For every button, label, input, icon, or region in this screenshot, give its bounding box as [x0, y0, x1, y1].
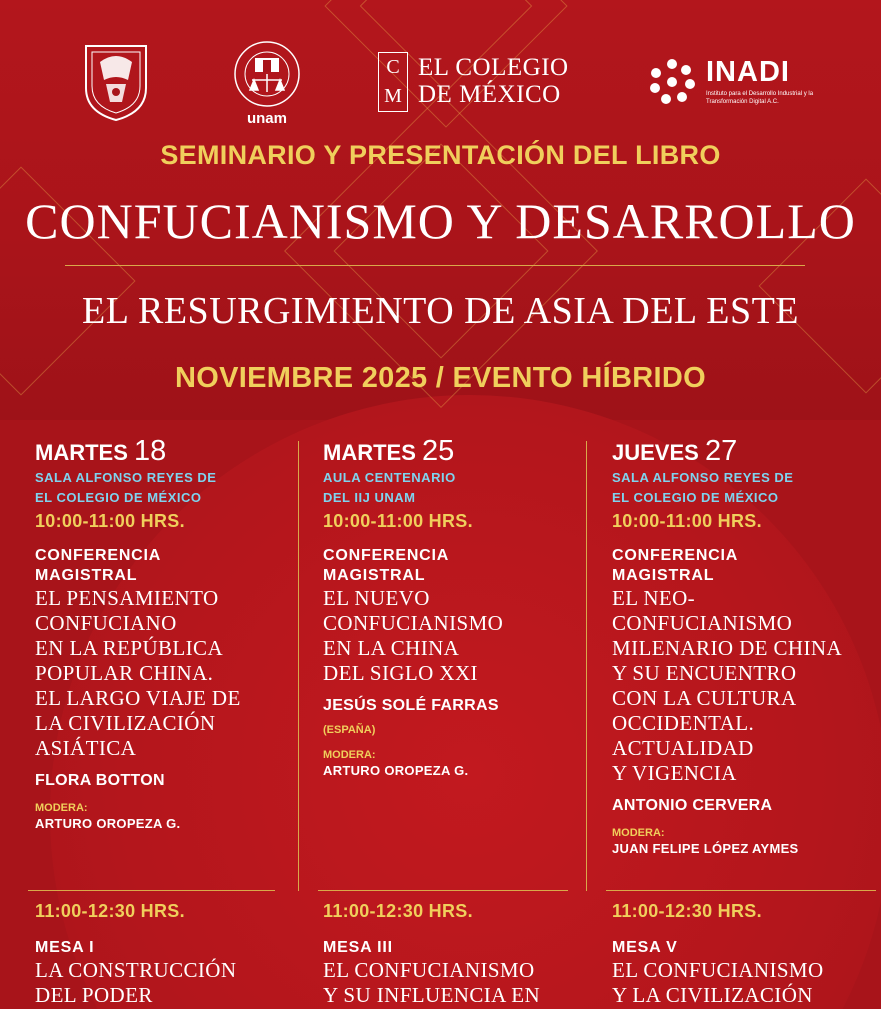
session-time: 10:00-11:00 HRS.: [35, 511, 185, 531]
session-type: CONFERENCIA MAGISTRAL: [35, 547, 162, 584]
session-time: 11:00-12:30 HRS.: [612, 901, 762, 921]
venue: SALA ALFONSO REYES DE EL COLEGIO DE MÉXICO: [35, 470, 217, 505]
event-date: NOVIEMBRE 2025 / EVENTO HÍBRIDO: [175, 362, 706, 394]
svg-text:unam: unam: [246, 110, 288, 125]
day-heading: MARTES 25: [323, 435, 455, 467]
session-time: 10:00-11:00 HRS.: [323, 511, 473, 531]
colmex-logo: C M EL COLEGIO DE MÉXICO: [378, 52, 578, 112]
day-column-2-session-2: [323, 898, 583, 1008]
moderator-label: MODERA:: [612, 827, 665, 839]
mesa-label: MESA III: [323, 939, 393, 956]
book-title: CONFUCIANISMO Y DESARROLLO: [25, 193, 856, 249]
moderator: ARTURO OROPEZA G.: [35, 816, 181, 831]
section-divider: [28, 890, 275, 891]
speaker-country: (ESPAÑA): [323, 724, 376, 736]
talk-title: EL NEO- CONFUCIANISMO MILENARIO DE CHINA Y SU ENCUENTRO CON LA CULTURA OCCIDENTAL. ACTUALIDAD Y VIGENCIA: [612, 586, 843, 785]
venue: SALA ALFONSO REYES DE EL COLEGIO DE MÉXICO: [612, 470, 794, 505]
session-time: 11:00-12:30 HRS.: [35, 901, 185, 921]
event-kicker: SEMINARIO Y PRESENTACIÓN DEL LIBRO: [160, 140, 721, 170]
mesa-label: MESA I: [35, 939, 95, 956]
book-subtitle: EL RESURGIMIENTO DE ASIA DEL ESTE: [81, 290, 799, 332]
column-divider: [298, 441, 299, 891]
session-time: 10:00-11:00 HRS.: [612, 511, 762, 531]
session-time: 11:00-12:30 HRS.: [323, 901, 473, 921]
unam-seal-logo: [80, 40, 152, 122]
speaker: ANTONIO CERVERA: [612, 797, 773, 814]
session-type: CONFERENCIA MAGISTRAL: [612, 547, 739, 584]
session-type: CONFERENCIA MAGISTRAL: [323, 547, 450, 584]
day-column-3-session-2: [612, 898, 872, 1008]
logo-bar: [0, 40, 881, 125]
day-heading: MARTES 18: [35, 435, 167, 467]
section-divider: [318, 890, 568, 891]
mesa-title: LA CONSTRUCCIÓN DEL PODER: [35, 958, 237, 1007]
moderator: ARTURO OROPEZA G.: [323, 763, 469, 778]
speaker: FLORA BOTTON: [35, 772, 165, 789]
venue: AULA CENTENARIO DEL IIJ UNAM: [323, 470, 456, 505]
moderator-label: MODERA:: [323, 749, 376, 761]
iij-unam-logo: [230, 40, 305, 125]
speaker: JESÚS SOLÉ FARRAS: [323, 697, 499, 714]
day-column-2: [323, 434, 578, 780]
section-divider: [606, 890, 876, 891]
moderator: JUAN FELIPE LÓPEZ AYMES: [612, 841, 799, 856]
talk-title: EL PENSAMIENTO CONFUCIANO EN LA REPÚBLICA POPULAR CHINA. EL LARGO VIAJE DE LA CIVILIZACIÓN ASIÁTICA: [35, 586, 241, 760]
mesa-label: MESA V: [612, 939, 678, 956]
talk-title: EL NUEVO CONFUCIANISMO EN LA CHINA DEL SIGLO XXI: [323, 586, 504, 685]
inadi-logo: INADI Instituto para el Desarrollo Industrial y la Transformación Digital A.C.: [648, 58, 828, 118]
day-column-1-session-2: [35, 898, 295, 1008]
day-heading: JUEVES 27: [612, 435, 738, 467]
column-divider: [586, 441, 587, 891]
mesa-title: EL CONFUCIANISMO Y SU INFLUENCIA EN: [323, 958, 541, 1007]
moderator-label: MODERA:: [35, 802, 88, 814]
mesa-title: EL CONFUCIANISMO Y LA CIVILIZACIÓN: [612, 958, 824, 1007]
day-column-3: [612, 434, 867, 858]
day-column-1: [35, 434, 290, 833]
title-divider: [65, 265, 805, 266]
